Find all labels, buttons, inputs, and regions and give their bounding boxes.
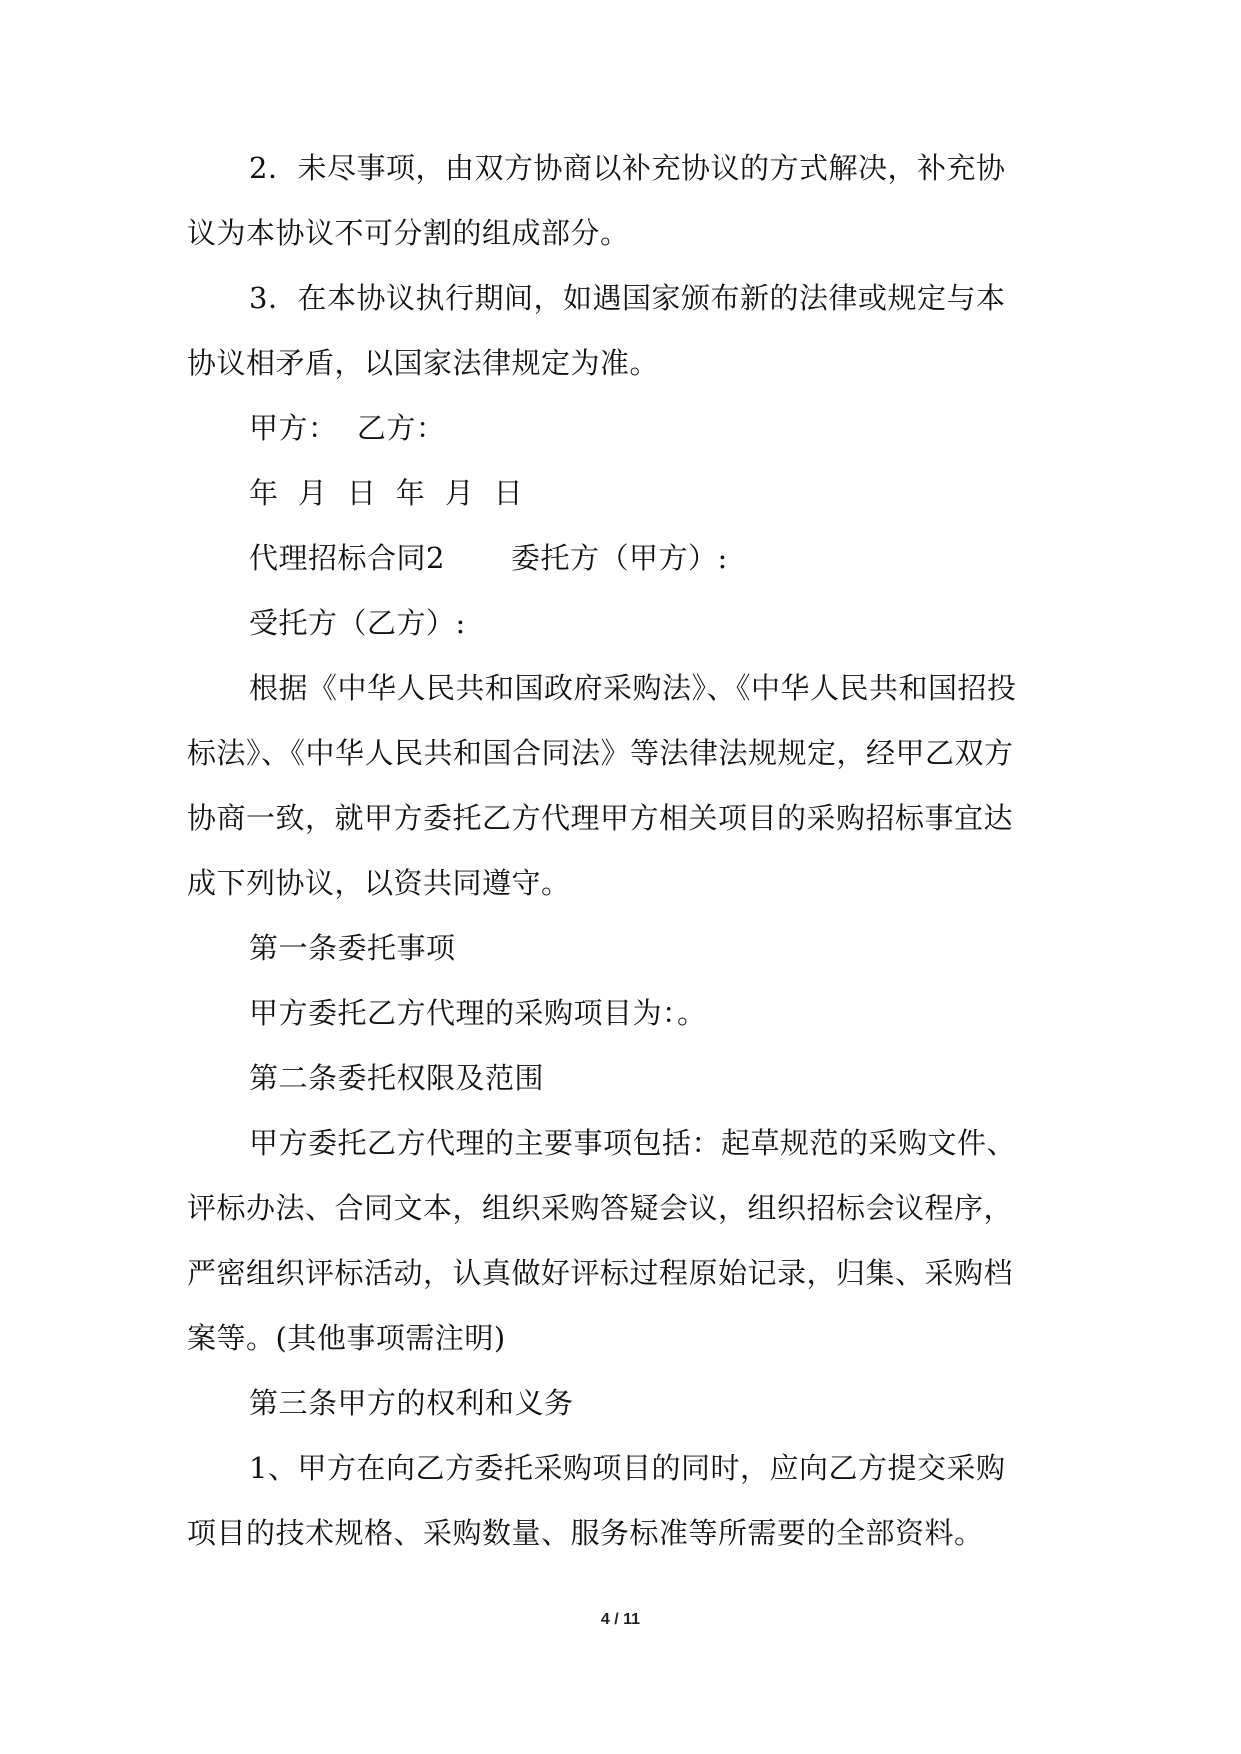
article-heading: 第三条甲方的权利和义务 bbox=[249, 1386, 574, 1420]
paragraph-line: 议为本协议不可分割的组成部分。 bbox=[187, 216, 630, 250]
document-body bbox=[187, 150, 1055, 1580]
signature-dates: 年 月 日 年 月 日 bbox=[249, 476, 524, 510]
paragraph-line: 案等。(其他事项需注明) bbox=[187, 1321, 506, 1355]
paragraph-line: 根据《中华人民共和国政府采购法》、《中华人民共和国招投 bbox=[249, 671, 1017, 705]
paragraph-line: 成下列协议，以资共同遵守。 bbox=[187, 866, 571, 900]
paragraph-line: 3．在本协议执行期间，如遇国家颁布新的法律或规定与本 bbox=[249, 281, 1006, 315]
signature-parties: 甲方： 乙方： bbox=[249, 411, 446, 445]
paragraph-line: 甲方委托乙方代理的采购项目为：。 bbox=[249, 996, 707, 1030]
agent-party-label: 受托方（乙方）: bbox=[249, 606, 466, 640]
paragraph-line: 1、甲方在向乙方委托采购项目的同时，应向乙方提交采购 bbox=[249, 1451, 1006, 1485]
principal-party-label: 委托方（甲方）: bbox=[510, 541, 728, 575]
paragraph-line: 项目的技术规格、采购数量、服务标准等所需要的全部资料。 bbox=[187, 1516, 984, 1550]
paragraph-line: 协商一致，就甲方委托乙方代理甲方相关项目的采购招标事宜达 bbox=[187, 801, 1014, 835]
paragraph-line: 2．未尽事项，由双方协商以补充协议的方式解决，补充协 bbox=[249, 151, 1006, 185]
article-heading: 第一条委托事项 bbox=[249, 931, 456, 965]
contract-title: 代理招标合同2 bbox=[249, 541, 445, 575]
article-heading: 第二条委托权限及范围 bbox=[249, 1061, 545, 1095]
contract-heading-line bbox=[187, 540, 1055, 576]
page-number: 4 / 11 bbox=[600, 1611, 641, 1628]
paragraph-line: 严密组织评标活动，认真做好评标过程原始记录，归集、采购档 bbox=[187, 1256, 1014, 1290]
paragraph-line: 甲方委托乙方代理的主要事项包括：起草规范的采购文件、 bbox=[249, 1126, 1017, 1160]
paragraph-line: 评标办法、合同文本，组织采购答疑会议，组织招标会议程序， bbox=[187, 1191, 1014, 1225]
paragraph-line: 协议相矛盾，以国家法律规定为准。 bbox=[187, 346, 660, 380]
paragraph-line: 标法》、《中华人民共和国合同法》等法律法规规定，经甲乙双方 bbox=[187, 736, 1014, 770]
